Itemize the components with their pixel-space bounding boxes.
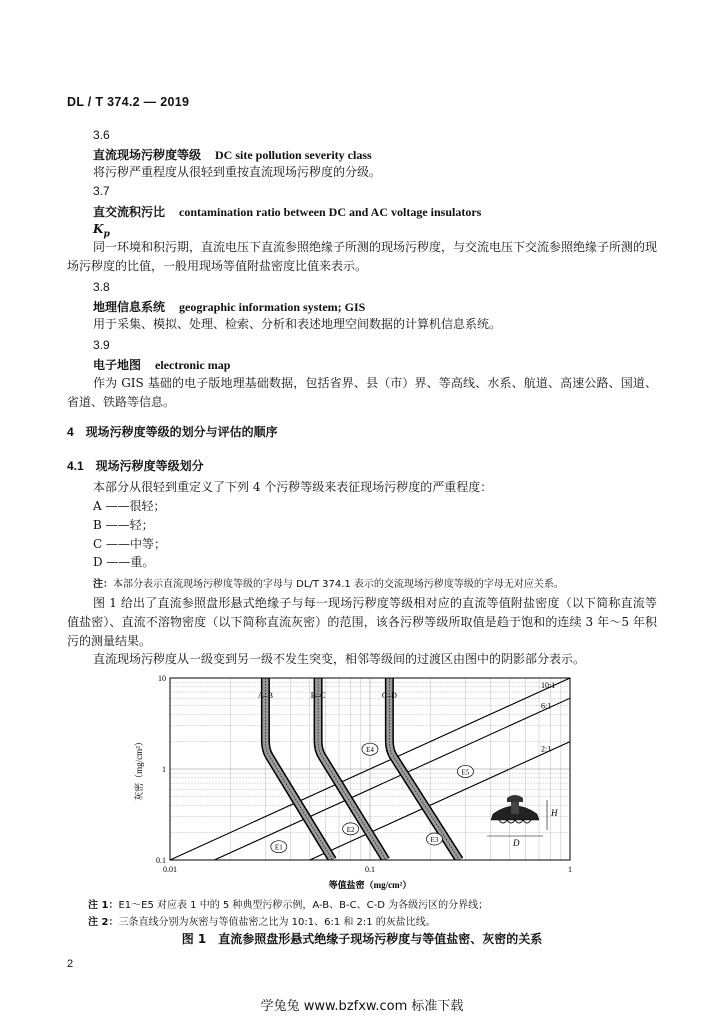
term-definition: 将污秽严重程度从很轻到重按直流现场污秽度的分级。 (93, 165, 382, 179)
y-tick-label: 1 (162, 765, 166, 774)
example-label: E5 (461, 768, 470, 777)
x-tick-label: 1 (568, 865, 572, 874)
paragraph: 图 1 给出了直流参照盘形悬式绝缘子与每一现场污秽度等级相对应的直流等值附盐密度（以下简称直流等值盐密）、直流不溶物密度（以下简称直流灰密）的范围，该各污秽等级所取值是趋于饱和的连续 3 年～5 年积污的测量结果。 (67, 596, 657, 648)
x-tick-label: 0.01 (163, 865, 177, 874)
term-number: 3.8 (93, 280, 110, 294)
level-item: C ——中等； (93, 537, 166, 551)
watermark-footer: 学兔兔 www.bzfxw.com 标准下载 (260, 999, 464, 1014)
term-title: 地理信息系统 geographic information system; GIS (93, 300, 366, 314)
page-number: 2 (67, 958, 74, 970)
example-label: E2 (346, 825, 355, 834)
level-item: D ——重。 (93, 555, 155, 569)
ratio-line-label: 2:1 (541, 744, 552, 754)
term-number: 3.7 (93, 184, 110, 198)
figure-caption: 图 1 直流参照盘形悬式绝缘子现场污秽度与等值盐密、灰密的关系 (181, 932, 543, 946)
paragraph: 直流现场污秽度从一级变到另一级不发生突变，相邻等级间的过渡区由图中的阴影部分表示。 (93, 652, 586, 666)
level-item: A ——很轻； (93, 499, 166, 513)
document-id: DL / T 374.2 — 2019 (67, 95, 190, 109)
paragraph: 本部分从很轻到重定义了下列 4 个污秽等级来表征现场污秽度的严重程度： (93, 480, 493, 494)
term-number: 3.9 (93, 338, 110, 352)
term-title: 直流现场污秽度等级 DC site pollution severity class (93, 148, 372, 162)
term-title: 直交流积污比 contamination ratio between DC and AC voltage insulators (93, 205, 482, 219)
ratio-line-label: 10:1 (541, 681, 556, 691)
term-definition: 用于采集、模拟、处理、检索、分析和表述地理空间数据的计算机信息系统。 (93, 317, 502, 331)
boundary-label: C–D (381, 691, 397, 700)
term-number: 3.6 (93, 128, 110, 142)
term-definition: 同一环境和积污期，直流电压下直流参照绝缘子所测的现场污秽度，与交流电压下交流参照绝缘子所测的现场污秽度的比值，一般用现场等值附盐密度比值来表示。 (67, 240, 658, 273)
diameter-label: D (513, 838, 520, 848)
boundary-label: B–C (310, 691, 326, 700)
height-label: H (551, 808, 558, 818)
example-label: E3 (430, 836, 439, 845)
boundary-label: A–B (257, 691, 273, 700)
y-tick-label: 0.1 (156, 856, 166, 865)
level-item: B ——轻； (93, 518, 154, 532)
y-tick-label: 10 (158, 674, 166, 683)
x-axis-label: 等值盐密（mg/cm²） (328, 880, 412, 890)
y-axis-label: 灰密（mg/cm²） (134, 737, 144, 801)
figure-note: 注 1：E1～E5 对应表 1 中的 5 种典型污秽示例，A-B、B-C、C-D 为各级污区的分界线； (88, 900, 489, 911)
x-tick-label: 0.1 (365, 865, 375, 874)
chart-labels (258, 681, 555, 853)
term-title: 电子地图 electronic map (93, 358, 231, 372)
example-label: E1 (274, 843, 283, 852)
term-symbol: $K_p$ (93, 222, 110, 240)
insulator-diagram (487, 795, 558, 848)
ratio-line-label: 6:1 (541, 701, 552, 711)
pollution-chart (130, 672, 580, 894)
subsection-heading: 4.1 现场污秽度等级划分 (67, 459, 204, 473)
example-label: E4 (366, 746, 374, 755)
term-definition: 作为 GIS 基础的电子版地理基础数据，包括省界、县（市）界、等高线、水系、航道、高速公路、国道、省道、铁路等信息。 (67, 376, 657, 409)
section-heading: 4 现场污秽度等级的划分与评估的顺序 (67, 425, 278, 439)
figure-note: 注 2：三条直线分别为灰密与等值盐密之比为 10:1、6:1 和 2:1 的灰盐比线。 (88, 917, 436, 928)
note: 注：本部分表示直流现场污秽度等级的字母与 DL/T 374.1 表示的交流现场污秽度等级的字母无对应关系。 (93, 579, 564, 590)
